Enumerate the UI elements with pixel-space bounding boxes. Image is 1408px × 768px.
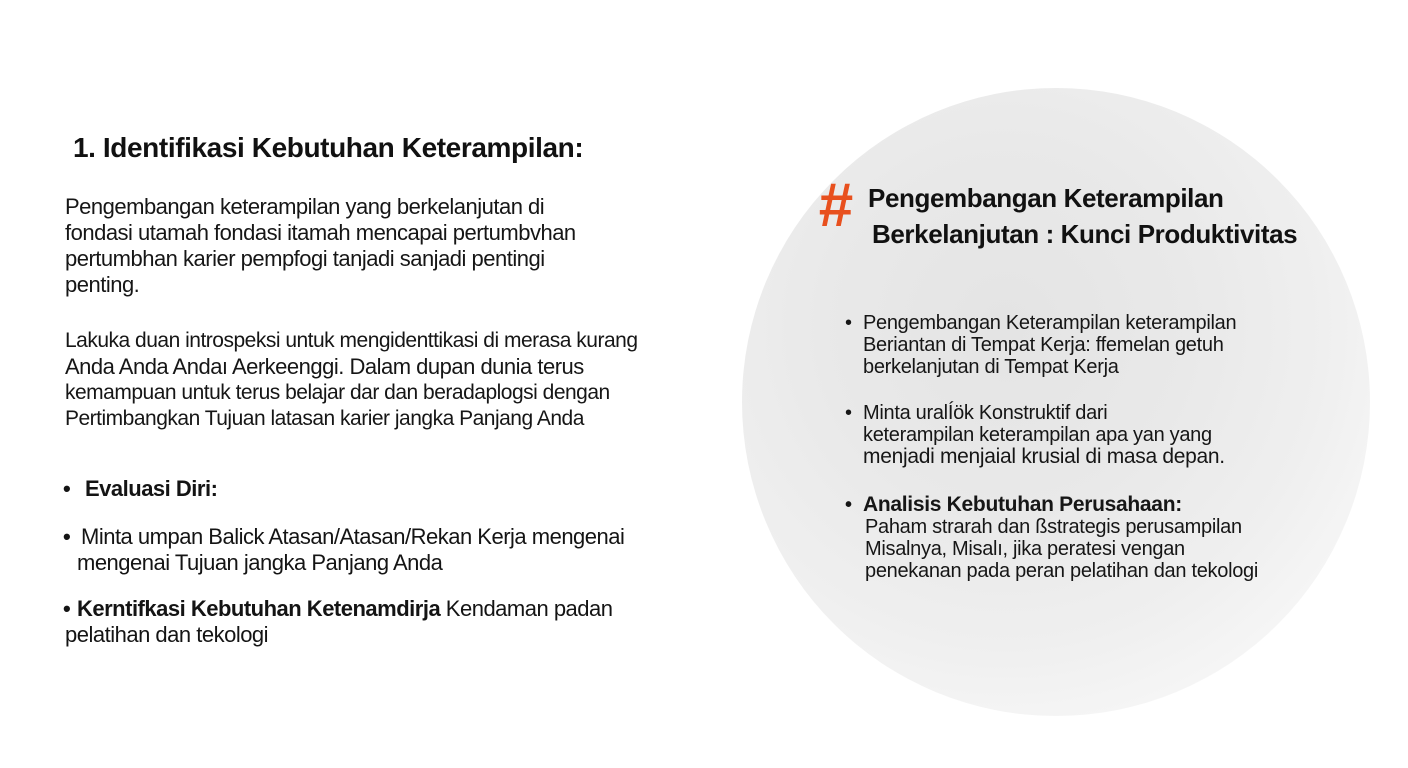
bullet-text: Pengembangan Keterampilan keterampilan bbox=[863, 312, 1237, 334]
panel-title-line: Pengembangan Keterampilan bbox=[868, 183, 1224, 213]
panel-title-line: Berkelanjutan : Kunci Produktivitas bbox=[872, 219, 1298, 249]
panel-title bbox=[868, 180, 1297, 252]
bullet-evaluasi-diri bbox=[63, 476, 217, 502]
bullet-text: Minta umpan Balick Atasan/Atasan/Rekan Kerja mengenai bbox=[81, 524, 625, 549]
bullet-text-continuation: keterampilan keterampilan apa yan yang bbox=[863, 424, 1212, 446]
bullet-bold-label: Kerntifkasi Kebutuhan Ketenamdirja bbox=[77, 596, 441, 621]
bullet-icon: • bbox=[845, 494, 852, 516]
paragraph-line: kemampuan untuk terus belajar dar dan beradaplogsi dengan bbox=[65, 381, 610, 404]
hash-icon: # bbox=[818, 171, 854, 240]
panel-bullet-minta-umpan bbox=[845, 402, 1225, 468]
paragraph-line: pertumbhan karier pempfogi tanjadi sanjadi pentingi bbox=[65, 246, 545, 271]
bullet-text: Minta uralÍök Konstruktif dari bbox=[863, 402, 1108, 424]
bullet-text-continuation: berkelanjutan di Tempat Kerja bbox=[863, 356, 1119, 378]
panel-bullet-pengembangan bbox=[845, 312, 1236, 378]
intro-paragraph bbox=[65, 194, 576, 298]
bullet-text-continuation: Misalnya, Misalı, jika peratesi vengan bbox=[865, 538, 1185, 560]
bullet-minta-umpan-balik bbox=[63, 524, 624, 576]
bullet-heading: Analisis Kebutuhan Perusahaan: bbox=[863, 493, 1182, 516]
bullet-icon: • bbox=[63, 524, 71, 549]
bullet-text-continuation: penekanan pada peran pelatihan dan tekologi bbox=[865, 560, 1258, 582]
introspection-paragraph bbox=[65, 328, 638, 432]
paragraph-line: fondasi utamah fondasi itamah mencapai pertumbvhan bbox=[65, 220, 576, 245]
panel-bullet-analisis bbox=[845, 494, 1258, 582]
paragraph-line: Pertimbangkan Tujuan latasan karier jangka Panjang Anda bbox=[65, 407, 584, 430]
bullet-text-continuation: Paham strarah dan ßstrategis perusampilan bbox=[865, 516, 1242, 538]
bullet-text-continuation: menjadi menjaial krusial di masa depan. bbox=[863, 445, 1225, 468]
paragraph-line: penting. bbox=[65, 272, 140, 297]
bullet-icon: • bbox=[845, 402, 852, 424]
bullet-kerntifkasi bbox=[63, 596, 613, 648]
bullet-text-continuation: pelatihan dan tekologi bbox=[65, 622, 269, 647]
bullet-text: Kendaman padan bbox=[440, 596, 613, 621]
bullet-icon: • bbox=[845, 312, 852, 334]
bullet-label: Evaluasi Diri: bbox=[85, 476, 218, 501]
paragraph-line: Anda Anda Andaı Aerkeenggi. Dalam dupan dunia terus bbox=[65, 354, 584, 379]
paragraph-line: Pengembangan keterampilan yang berkelanjutan di bbox=[65, 194, 545, 219]
bullet-icon: • bbox=[63, 476, 71, 501]
bullet-text-continuation: mengenai Tujuan jangka Panjang Anda bbox=[77, 550, 443, 575]
section-title: 1. Identifikasi Kebutuhan Keterampilan: bbox=[73, 132, 584, 163]
paragraph-line: Lakuka duan introspeksi untuk mengidenttikasi di merasa kurang bbox=[65, 329, 638, 352]
bullet-icon: • bbox=[63, 596, 71, 621]
bullet-text-continuation: Beriantan di Tempat Kerja: ffemelan getuh bbox=[863, 334, 1224, 356]
